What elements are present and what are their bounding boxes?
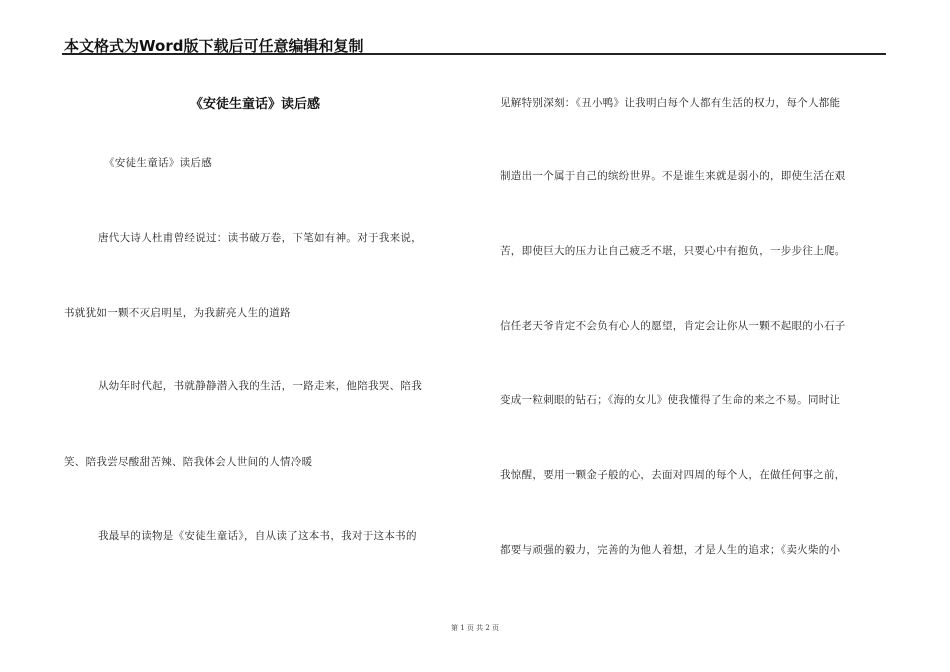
paragraph-line: 书就犹如一颗不灭启明星，为我薪亮人生的道路 [64,307,291,319]
document-title: 《安徒生童话》读后感 [190,97,321,112]
paragraph-line: 变成一粒刺眼的钻石；《海的女儿》使我懂得了生命的来之不易。同时让 [500,394,841,406]
paragraph-line: 《安徒生童话》读后感 [104,157,212,169]
paragraph-line: 笑、陪我尝尽酸甜苦辣、陪我体会人世间的人情冷暖 [64,456,313,468]
paragraph-line: 唐代大诗人杜甫曾经说过：读书破万卷，下笔如有神。对于我来说， [98,232,422,244]
paragraph-line: 从幼年时代起，书就静静潜入我的生活，一路走来，他陪我哭、陪我 [98,380,422,392]
paragraph-line: 我最早的读物是《安徒生童话》，自从读了这本书，我对于这本书的 [98,530,417,542]
header-title: 本文格式为Word版下载后可任意编辑和复制 [64,37,364,55]
paragraph-line: 都要与顽强的毅力，完善的为他人着想，才是人生的追求；《卖火柴的小 [500,544,841,556]
page-number: 第 1 页 共 2 页 [450,624,500,632]
paragraph-line: 信任老天爷肯定不会负有心人的愿望，肯定会让你从一颗不起眼的小石子 [500,320,846,332]
header-divider [62,53,886,55]
paragraph-line: 我惊醒，要用一颗金子般的心，去面对四周的每个人，在做任何事之前， [500,469,846,481]
paragraph-line: 见解特别深刻：《丑小鸭》让我明白每个人都有生活的权力，每个人都能 [500,97,841,109]
paragraph-line: 制造出一个属于自己的缤纷世界。不是谁生来就是弱小的，即使生活在艰 [500,170,846,182]
paragraph-line: 苦，即使巨大的压力让自己疲乏不堪，只要心中有抱负，一步步往上爬。 [500,245,846,257]
